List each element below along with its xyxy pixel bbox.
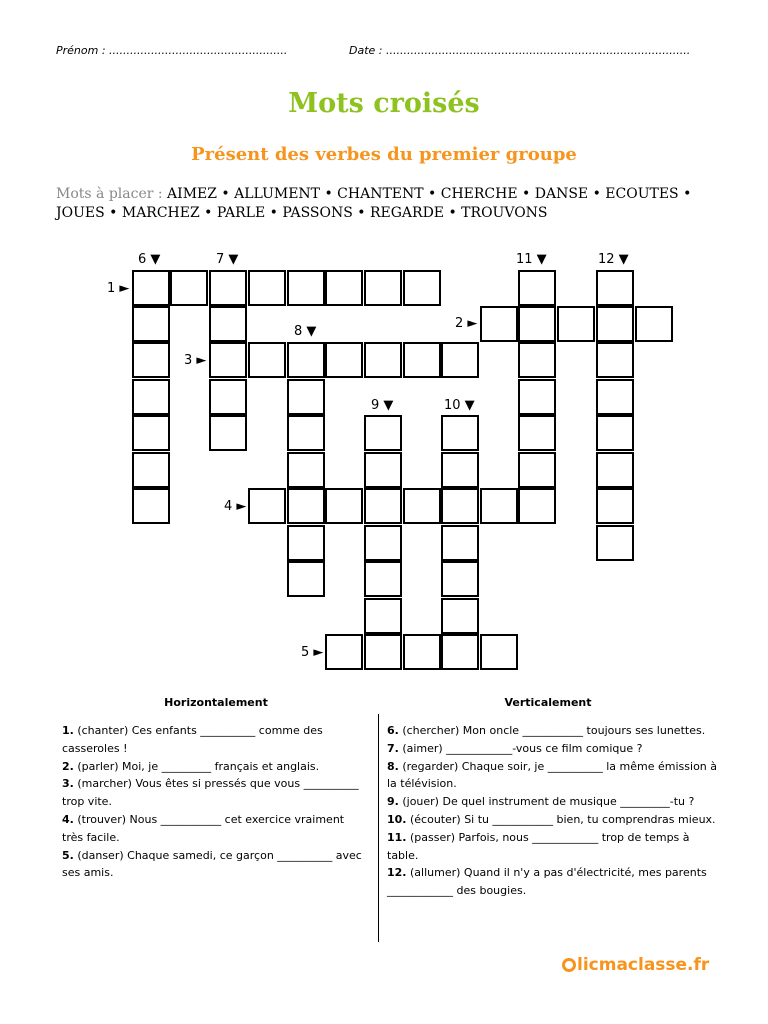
grid-cell — [325, 270, 363, 306]
grid-cell — [596, 270, 634, 306]
clue-number-4: 4 ► — [224, 499, 247, 514]
horizontal-clues — [62, 722, 362, 882]
grid-cell — [364, 525, 402, 561]
clue-number-7: 7 ▼ — [216, 252, 239, 267]
clue-5: 5. (danser) Chaque samedi, ce garçon __________ avec ses amis. — [62, 848, 362, 880]
grid-cell — [287, 270, 325, 306]
grid-cell — [287, 342, 325, 378]
date-field: Date : ....................................................................................... — [349, 44, 691, 57]
grid-cell — [209, 379, 247, 415]
grid-cell — [364, 342, 402, 378]
grid-cell — [441, 525, 479, 561]
grid-cell — [441, 598, 479, 634]
grid-cell — [518, 270, 556, 306]
clue-number-6: 6 ▼ — [138, 252, 161, 267]
grid-cell — [248, 342, 286, 378]
prenom-field: Prénom : ................................................... — [56, 44, 288, 57]
grid-cell — [441, 488, 479, 524]
clue-number-11: 11 ▼ — [516, 252, 547, 267]
clue-9: 9. (jouer) De quel instrument de musique _________-tu ? — [387, 795, 695, 809]
clue-3: 3. (marcher) Vous êtes si pressés que vous __________ trop vite. — [62, 777, 359, 809]
grid-cell — [287, 561, 325, 597]
grid-cell — [132, 452, 170, 488]
grid-cell — [209, 270, 247, 306]
grid-cell — [596, 415, 634, 451]
grid-cell — [557, 306, 595, 342]
grid-cell — [480, 306, 518, 342]
grid-cell — [287, 415, 325, 451]
grid-cell — [480, 634, 518, 670]
grid-cell — [287, 525, 325, 561]
grid-cell — [441, 561, 479, 597]
grid-cell — [132, 379, 170, 415]
grid-cell — [403, 488, 441, 524]
grid-cell — [364, 634, 402, 670]
grid-cell — [518, 342, 556, 378]
grid-cell — [596, 525, 634, 561]
clue-1: 1. (chanter) Ces enfants __________ comme des casseroles ! — [62, 724, 323, 755]
grid-cell — [364, 270, 402, 306]
grid-cell — [596, 452, 634, 488]
grid-cell — [403, 342, 441, 378]
grid-cell — [596, 379, 634, 415]
grid-cell — [364, 452, 402, 488]
grid-cell — [518, 452, 556, 488]
grid-cell — [596, 342, 634, 378]
clue-number-2: 2 ► — [455, 316, 478, 331]
grid-cell — [209, 415, 247, 451]
clue-4: 4. (trouver) Nous ___________ cet exercice vraiment très facile. — [62, 812, 345, 844]
grid-cell — [518, 415, 556, 451]
grid-cell — [325, 342, 363, 378]
grid-cell — [480, 488, 518, 524]
grid-cell — [325, 488, 363, 524]
grid-cell — [441, 415, 479, 451]
clue-11: 11. (passer) Parfois, nous ____________ trop de temps à table. — [387, 830, 690, 862]
clue-number-12: 12 ▼ — [598, 252, 629, 267]
page-title: Mots croisés — [288, 88, 480, 119]
clue-number-9: 9 ▼ — [371, 398, 394, 413]
grid-cell — [209, 306, 247, 342]
grid-cell — [518, 306, 556, 342]
clue-2: 2. (parler) Moi, je _________ français et anglais. — [62, 759, 320, 773]
clue-number-5: 5 ► — [301, 645, 324, 660]
grid-cell — [441, 634, 479, 670]
grid-cell — [596, 306, 634, 342]
grid-cell — [518, 379, 556, 415]
grid-cell — [287, 488, 325, 524]
grid-cell — [518, 488, 556, 524]
grid-cell — [596, 488, 634, 524]
grid-cell — [209, 342, 247, 378]
grid-cell — [364, 488, 402, 524]
grid-cell — [132, 415, 170, 451]
horizontal-heading: Horizontalement — [164, 696, 268, 709]
clue-number-3: 3 ► — [184, 353, 207, 368]
grid-cell — [132, 270, 170, 306]
grid-cell — [441, 342, 479, 378]
clue-number-8: 8 ▼ — [294, 324, 317, 339]
grid-cell — [132, 488, 170, 524]
grid-cell — [170, 270, 208, 306]
column-divider — [378, 714, 379, 942]
grid-cell — [364, 598, 402, 634]
clue-8: 8. (regarder) Chaque soir, je __________ la même émission à la télévision. — [387, 759, 718, 791]
vertical-heading: Verticalement — [504, 696, 592, 709]
grid-cell — [325, 634, 363, 670]
grid-cell — [364, 561, 402, 597]
grid-cell — [364, 415, 402, 451]
clicmaclasse-logo: licmaclasse.fr — [562, 955, 709, 975]
clue-6: 6. (chercher) Mon oncle ___________ toujours ses lunettes. — [387, 724, 706, 737]
grid-cell — [403, 634, 441, 670]
grid-cell — [441, 452, 479, 488]
word-list-label: Mots à placer : — [56, 186, 163, 202]
grid-cell — [635, 306, 673, 342]
grid-cell — [403, 270, 441, 306]
grid-cell — [287, 379, 325, 415]
grid-cell — [132, 342, 170, 378]
clue-number-10: 10 ▼ — [444, 398, 475, 413]
vertical-clues — [387, 722, 717, 900]
grid-cell — [248, 270, 286, 306]
clue-number-1: 1 ► — [107, 281, 130, 296]
grid-cell — [248, 488, 286, 524]
page-subtitle: Présent des verbes du premier groupe — [191, 144, 577, 165]
logo-ring-icon — [562, 958, 576, 972]
grid-cell — [132, 306, 170, 342]
grid-cell — [287, 452, 325, 488]
clue-7: 7. (aimer) ____________-vous ce film comique ? — [387, 741, 643, 755]
clue-10: 10. (écouter) Si tu ___________ bien, tu comprendras mieux. — [387, 812, 716, 826]
clue-12: 12. (allumer) Quand il n'y a pas d'électricité, mes parents ____________ des bougies. — [387, 866, 707, 898]
word-list-items: AIMEZ • ALLUMENT • CHANTENT • CHERCHE • DANSE • ECOUTES • JOUES • MARCHEZ • PARLE • PASSONS • REGARDE • TROUVONS — [56, 186, 692, 221]
